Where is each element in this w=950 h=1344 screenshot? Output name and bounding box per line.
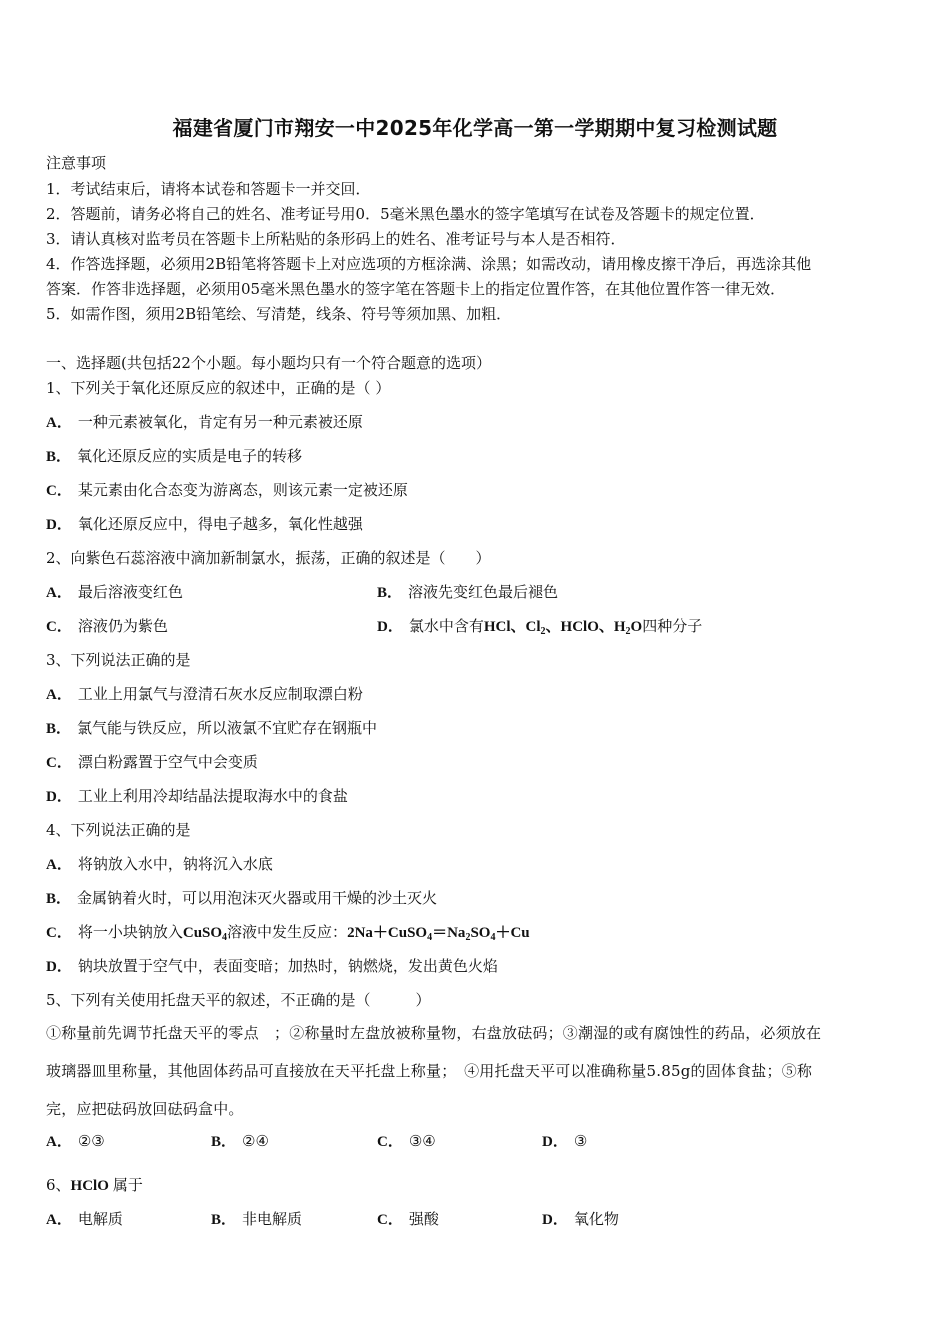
- question-4-option-a: [46, 853, 273, 874]
- question-6-option-c: [377, 1208, 439, 1229]
- question-5-option-c: [377, 1130, 436, 1151]
- option-letter: C．: [46, 755, 72, 771]
- subscript: 2: [625, 626, 631, 637]
- question-4-option-b: [46, 887, 437, 908]
- option-text: ③: [573, 1132, 588, 1150]
- question-4-stem: 4、下列说法正确的是: [46, 821, 191, 839]
- question-2-stem: 2、向紫色石蕊溶液中滴加新制氯水，振荡，正确的叙述是（ ）: [46, 549, 491, 567]
- option-text: 强酸: [408, 1210, 439, 1228]
- formula-text: ＋Cu: [495, 925, 530, 941]
- question-1-stem: 1、下列关于氧化还原反应的叙述中，正确的是（ ）: [46, 379, 391, 397]
- option-text: 氧化还原反应中，得电子越多，氧化性越强: [77, 515, 363, 533]
- option-text: 氧化还原反应的实质是电子的转移: [77, 447, 303, 465]
- option-letter: A．: [46, 857, 72, 873]
- option-text: 溶液仍为紫色: [77, 617, 168, 635]
- option-text: 四种分子: [642, 617, 703, 635]
- option-text: 最后溶液变红色: [77, 583, 183, 601]
- option-letter: D．: [377, 619, 403, 635]
- subscript: 4: [427, 932, 433, 943]
- option-text: 将钠放入水中，钠将沉入水底: [77, 855, 273, 873]
- option-text: 溶液中发生反应：: [227, 923, 348, 941]
- subscript: 2: [465, 932, 471, 943]
- option-letter: A．: [46, 687, 72, 703]
- question-5-option-a: [46, 1130, 105, 1151]
- option-text: 电解质: [77, 1210, 123, 1228]
- option-text: ②④: [242, 1132, 269, 1150]
- formula-text: O: [630, 619, 643, 635]
- option-letter: B．: [211, 1134, 237, 1150]
- question-5-text-line-2: 玻璃器皿里称量，其他固体药品可直接放在天平托盘上称量； ④用托盘天平可以准确称量5.85g的固体食盐；⑤称: [46, 1062, 813, 1080]
- option-text: 非电解质: [242, 1210, 303, 1228]
- option-letter: B．: [211, 1212, 237, 1228]
- question-2-option-c: [46, 615, 168, 636]
- question-number: 6、: [46, 1176, 71, 1194]
- question-6-stem: [46, 1174, 143, 1195]
- option-letter: C．: [46, 483, 72, 499]
- notice-heading: 注意事项: [46, 154, 107, 172]
- question-1-option-b: [46, 445, 302, 466]
- option-text: 氯气能与铁反应，所以液氯不宜贮存在钢瓶中: [77, 719, 378, 737]
- question-3-option-d: [46, 785, 348, 806]
- formula-text: SO: [470, 925, 491, 941]
- notice-item-5: 5．如需作图，须用2B铅笔绘、写清楚，线条、符号等须加黑、加粗．: [46, 305, 512, 323]
- formula-text: CuSO: [182, 925, 223, 941]
- formula-text: 2Na＋CuSO: [347, 925, 428, 941]
- option-text: 氯水中含有: [408, 617, 484, 635]
- question-1-option-d: [46, 513, 363, 534]
- notice-item-1: 1．考试结束后，请将本试卷和答题卡一并交回．: [46, 180, 371, 198]
- option-letter: C．: [46, 619, 72, 635]
- option-letter: D．: [46, 789, 72, 805]
- option-letter: B．: [46, 721, 72, 737]
- formula-text: HClO: [70, 1178, 109, 1194]
- formula-text: 、HClO、H: [545, 619, 626, 635]
- subscript: 4: [490, 932, 496, 943]
- option-letter: A．: [46, 415, 72, 431]
- option-text: 一种元素被氧化，肯定有另一种元素被还原: [77, 413, 363, 431]
- option-text: 金属钠着火时，可以用泡沫灭火器或用干燥的沙土灭火: [77, 889, 438, 907]
- option-letter: D．: [46, 517, 72, 533]
- option-text: 钠块放置于空气中，表面变暗；加热时，钠燃烧，发出黄色火焰: [77, 957, 498, 975]
- formula-text: HCl、Cl: [483, 619, 541, 635]
- option-letter: B．: [46, 449, 72, 465]
- question-6-option-b: [211, 1208, 302, 1229]
- option-text: 某元素由化合态变为游离态，则该元素一定被还原: [77, 481, 408, 499]
- option-letter: A．: [46, 1212, 72, 1228]
- subscript: 4: [222, 932, 228, 943]
- option-letter: C．: [377, 1134, 403, 1150]
- question-6-option-a: [46, 1208, 123, 1229]
- subscript: 2: [540, 626, 546, 637]
- question-1-option-c: [46, 479, 408, 500]
- question-6-option-d: [542, 1208, 619, 1229]
- section-heading: 一、选择题(共包括22个小题。每小题均只有一个符合题意的选项）: [46, 354, 491, 372]
- question-5-stem: 5、下列有关使用托盘天平的叙述，不正确的是（ ）: [46, 991, 431, 1009]
- option-text: 溶液先变红色最后褪色: [408, 583, 559, 601]
- question-5-option-b: [211, 1130, 269, 1151]
- option-letter: B．: [377, 585, 403, 601]
- question-3-option-a: [46, 683, 363, 704]
- question-1-option-a: [46, 411, 363, 432]
- page-title: 福建省厦门市翔安一中2025年化学高一第一学期期中复习检测试题: [172, 116, 778, 140]
- question-3-option-c: [46, 751, 258, 772]
- option-text: 氧化物: [573, 1210, 619, 1228]
- option-text: 工业上用氯气与澄清石灰水反应制取漂白粉: [77, 685, 363, 703]
- option-letter: D．: [542, 1212, 568, 1228]
- question-5-text-line-1: ①称量前先调节托盘天平的零点 ；②称量时左盘放被称量物，右盘放砝码；③潮湿的或有腐蚀性的药品，必须放在: [46, 1024, 822, 1042]
- question-2-option-a: [46, 581, 183, 602]
- option-letter: D．: [46, 959, 72, 975]
- option-text: 漂白粉露置于空气中会变质: [77, 753, 258, 771]
- question-2-option-d: [377, 615, 702, 636]
- question-5-text-line-3: 完，应把砝码放回砝码盒中。: [46, 1100, 244, 1118]
- option-letter: C．: [377, 1212, 403, 1228]
- notice-item-4: 4．作答选择题，必须用2B铅笔将答题卡上对应选项的方框涂满、涂黑；如需改动，请用橡皮擦干净后，再选涂其他: [46, 255, 812, 273]
- notice-item-3: 3．请认真核对监考员在答题卡上所粘贴的条形码上的姓名、准考证号与本人是否相符．: [46, 230, 626, 248]
- question-5-option-d: [542, 1130, 587, 1151]
- option-letter: A．: [46, 1134, 72, 1150]
- question-3-stem: 3、下列说法正确的是: [46, 651, 191, 669]
- option-text: 将一小块钠放入: [77, 923, 183, 941]
- option-letter: A．: [46, 585, 72, 601]
- question-3-option-b: [46, 717, 377, 738]
- option-letter: B．: [46, 891, 72, 907]
- option-text: ③④: [408, 1132, 436, 1150]
- notice-item-2: 2．答题前，请务必将自己的姓名、准考证号用0．5毫米黑色墨水的签字笔填写在试卷及答题卡的规定位置．: [46, 205, 765, 223]
- option-letter: D．: [542, 1134, 568, 1150]
- question-4-option-d: [46, 955, 498, 976]
- question-4-option-c: [46, 921, 530, 942]
- option-text: 工业上利用冷却结晶法提取海水中的食盐: [77, 787, 348, 805]
- option-text: ②③: [77, 1132, 105, 1150]
- question-2-option-b: [377, 581, 558, 602]
- option-letter: C．: [46, 925, 72, 941]
- notice-item-4-cont: 答案．作答非选择题，必须用05毫米黑色墨水的签字笔在答题卡上的指定位置作答，在其他位置作答一律无效．: [46, 280, 786, 298]
- question-text: 属于: [112, 1176, 143, 1194]
- formula-text: ＝Na: [432, 925, 466, 941]
